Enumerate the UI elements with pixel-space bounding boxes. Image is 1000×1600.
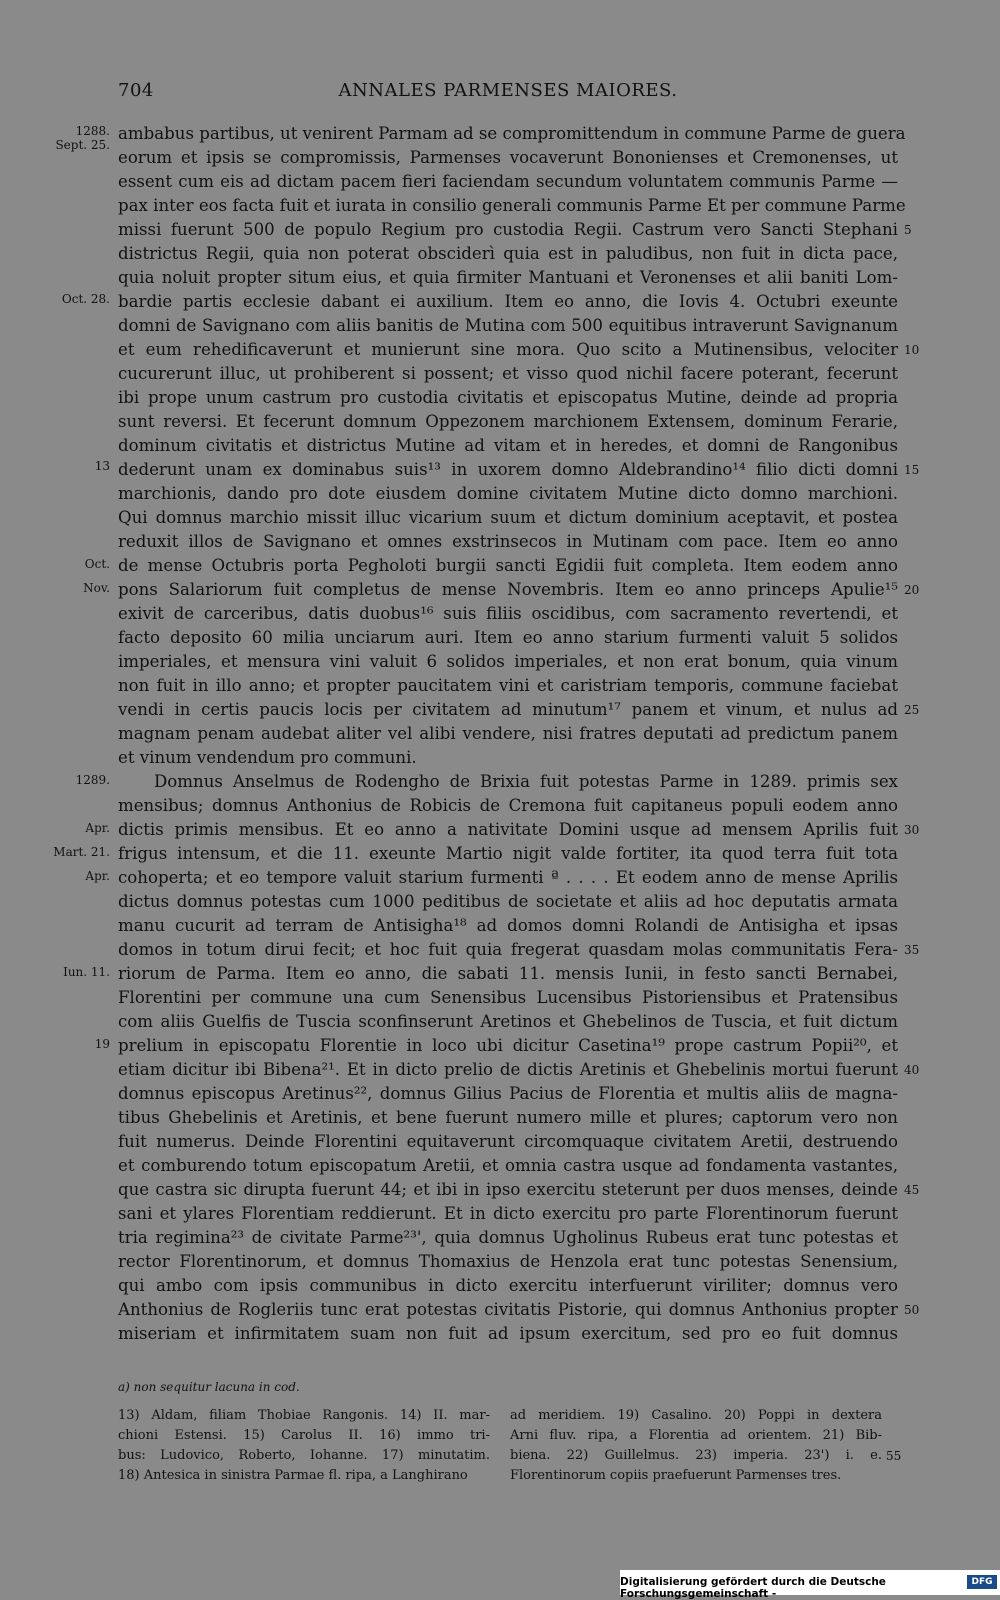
page-number: 704: [118, 80, 154, 101]
text-line: imperiales, et mensura vini valuit 6 solidos imperiales, et non erat bonum, quia vinum: [118, 652, 898, 671]
footnote-line: ad meridiem. 19) Casalino. 20) Poppi in dextera: [510, 1408, 882, 1423]
text-line: marchionis, dando pro dote eiusdem domine civitatem Mutine dicto domno marchioni.: [118, 484, 898, 503]
text-line: et comburendo totum episcopatum Aretii, et omnia castra usque ad fondamenta vastantes,: [118, 1156, 898, 1175]
text-line: prelium in episcopatu Florentie in loco ubi dicitur Casetina¹⁹ prope castrum Popii²⁰, et: [118, 1036, 898, 1055]
text-line: Domnus Anselmus de Rodengho de Brixia fuit potestas Parme in 1289. primis sex: [154, 772, 898, 791]
margin-date: Sept. 25.: [55, 138, 110, 152]
line-number: 10: [904, 343, 920, 357]
text-line: quia noluit propter situm eius, et quia firmiter Mantuani et Veronenses et alii baniti Lom-: [118, 268, 898, 287]
line-number: 25: [904, 703, 920, 717]
dfg-logo: DFG: [967, 1575, 997, 1589]
line-number: 40: [904, 1063, 920, 1077]
footnotes-left: [118, 1406, 490, 1486]
text-line: districtus Regii, quia non poterat obsciderì quia est in paludibus, non fuit in dicta pace,: [118, 244, 898, 263]
text-line: bardie partis ecclesie dabant ei auxilium. Item eo anno, die Iovis 4. Octubri exeunte: [118, 292, 898, 311]
footnote-line: biena. 22) Guillelmus. 23) imperia. 23') i. e.: [510, 1448, 882, 1463]
margin-date: Oct.: [84, 557, 110, 571]
line-number: 45: [904, 1183, 920, 1197]
text-line: reduxit illos de Savignano et omnes exstrinsecos in Mutinam com pace. Item eo anno: [118, 532, 898, 551]
text-line: domos in totum dirui fecit; et hoc fuit quia fregerat quasdam molas communitatis Fera-: [118, 940, 898, 959]
margin-date: Oct. 28.: [61, 292, 110, 306]
text-line: pons Salariorum fuit completus de mense Novembris. Item eo anno princeps Apulie¹⁵: [118, 580, 898, 599]
line-number: 20: [904, 583, 920, 597]
text-line: et vinum vendendum pro communi.: [118, 748, 417, 767]
margin-date: Apr.: [85, 869, 110, 883]
line-number: 50: [904, 1303, 920, 1317]
text-line: etiam dicitur ibi Bibena²¹. Et in dicto prelio de dictis Aretinis et Ghebelinis mortui fuerunt: [118, 1060, 898, 1079]
margin-date: Apr.: [85, 821, 110, 835]
footnotes-right: [510, 1406, 882, 1486]
footnote-line: 13) Aldam, filiam Thobiae Rangonis. 14) II. mar-: [118, 1408, 490, 1423]
margin-line-ref: 19: [94, 1037, 110, 1051]
text-line: non fuit in illo anno; et propter paucitatem vini et caristriam temporis, commune faciebat: [118, 676, 898, 695]
text-line: mensibus; domnus Anthonius de Robicis de Cremona fuit capitaneus populi eodem anno: [118, 796, 898, 815]
line-number: 5: [904, 223, 912, 237]
footer-credit: Digitalisierung gefördert durch die Deutsche Forschungsgemeinschaft -: [620, 1576, 886, 1600]
margin-year: 1289.: [75, 773, 110, 787]
text-line: domnus episcopus Aretinus²², domnus Gilius Pacius de Florentia et multis aliis de magna-: [118, 1084, 898, 1103]
text-line: miseriam et infirmitatem suam non fuit ad ipsum exercitum, sed pro eo fuit domnus: [118, 1324, 898, 1343]
text-line: dictis primis mensibus. Et eo anno a nativitate Domini usque ad mensem Aprilis fuit: [118, 820, 898, 839]
text-line: dederunt unam ex dominabus suis¹³ in uxorem domno Aldebrandino¹⁴ filio dicti domni: [118, 460, 898, 479]
text-line: pax inter eos facta fuit et iurata in consilio generali communis Parme Et per commune Parme: [118, 196, 906, 215]
line-number: 35: [904, 943, 920, 957]
text-line: sani et ylares Florentiam reddierunt. Et in dicto exercitu pro parte Florentinorum fuerunt: [118, 1204, 898, 1223]
text-line: frigus intensum, et die 11. exeunte Martio nigit valde fortiter, ita quod terra fuit tota: [118, 844, 898, 863]
text-line: essent cum eis ad dictam pacem fieri faciendam secundum voluntatem communis Parme —: [118, 172, 898, 191]
text-line: et eum rehedificaverunt et munierunt sine mora. Quo scito a Mutinensibus, velociter: [118, 340, 898, 359]
text-line: Anthonius de Rogleriis tunc erat potestas civitatis Pistorie, qui domnus Anthonius propter: [118, 1300, 898, 1319]
footnote-line: Arni fluv. ripa, a Florentia ad orientem. 21) Bib-: [510, 1428, 882, 1443]
text-line: exivit de carceribus, datis duobus¹⁶ suis filiis oscidibus, com sacramento revertendi, et: [118, 604, 898, 623]
margin-year: 1288.: [75, 124, 110, 138]
text-line: facto deposito 60 milia unciarum auri. Item eo anno starium furmenti valuit 5 solidos: [118, 628, 898, 647]
line-number: 55: [886, 1449, 902, 1463]
footnote-line: 18) Antesica in sinistra Parmae fl. ripa, a Langhirano: [118, 1468, 468, 1483]
line-number: 30: [904, 823, 920, 837]
digitization-footer: [620, 1570, 1000, 1600]
text-line: tibus Ghebelinis et Aretinis, et bene fuerunt numero mille et plures; captorum vero non: [118, 1108, 898, 1127]
text-line: eorum et ipsis se compromissis, Parmenses vocaverunt Bononienses et Cremonenses, ut: [118, 148, 898, 167]
margin-date: Nov.: [83, 581, 110, 595]
text-line: com aliis Guelfis de Tuscia sconfinserunt Aretinos et Ghebelinos de Tuscia, et fuit dictum: [118, 1012, 898, 1031]
critical-apparatus: a) non sequitur lacuna in cod.: [118, 1380, 300, 1394]
text-line: tria regimina²³ de civitate Parme²³', quia domnus Ugholinus Rubeus erat tunc potestas et: [118, 1228, 898, 1247]
page-header: [118, 76, 898, 106]
text-line: vendi in certis paucis locis per civitatem ad minutum¹⁷ panem et vinum, et nulus ad: [118, 700, 898, 719]
footnote-line: bus: Ludovico, Roberto, Iohanne. 17) minutatim.: [118, 1448, 490, 1463]
text-line: dominum civitatis et districtus Mutine ad vitam et in heredes, et domni de Rangonibus: [118, 436, 898, 455]
footnote-line: Florentinorum copiis praefuerunt Parmenses tres.: [510, 1468, 842, 1483]
text-line: domni de Savignano com aliis banitis de Mutina com 500 equitibus intraverunt Savignanum: [118, 316, 898, 335]
text-line: ambabus partibus, ut venirent Parmam ad se compromittendum in commune Parme de guera: [118, 124, 906, 143]
text-line: que castra sic dirupta fuerunt 44; et ibi in ipso exercitu steterunt per duos menses, deinde: [118, 1180, 898, 1199]
text-line: Florentini per commune una cum Senensibus Lucensibus Pistoriensibus et Pratensibus: [118, 988, 898, 1007]
margin-date: Iun. 11.: [63, 965, 110, 979]
text-line: rector Florentinorum, et domnus Thomaxius de Henzola erat tunc potestas Senensium,: [118, 1252, 898, 1271]
line-number: 15: [904, 463, 920, 477]
text-line: cucurerunt illuc, ut prohiberent si possent; et visso quod nichil facere poterant, fecerunt: [118, 364, 898, 383]
margin-date: Mart. 21.: [53, 845, 110, 859]
text-line: missi fuerunt 500 de populo Regium pro custodia Regii. Castrum vero Sancti Stephani: [118, 220, 898, 239]
text-line: magnam penam audebat aliter vel alibi vendere, nisi fratres deputati ad predictum panem: [118, 724, 898, 743]
text-line: de mense Octubris porta Pegholoti burgii sancti Egidii fuit completa. Item eodem anno: [118, 556, 898, 575]
text-line: dictus domnus potestas cum 1000 peditibus de societate et aliis ad hoc deputatis armata: [118, 892, 898, 911]
text-line: fuit numerus. Deinde Florentini equitaverunt circomquaque civitatem Aretii, destruendo: [118, 1132, 898, 1151]
text-line: sunt reversi. Et fecerunt domnum Oppezonem marchionem Extensem, dominum Ferarie,: [118, 412, 898, 431]
margin-line-ref: 13: [94, 459, 110, 473]
text-line: cohoperta; et eo tempore valuit starium furmenti ª . . . . Et eodem anno de mense Aprilis: [118, 868, 898, 887]
footnote-line: chioni Estensi. 15) Carolus II. 16) immo tri-: [118, 1428, 490, 1443]
text-line: ibi prope unum castrum pro custodia civitatis et episcopatus Mutine, deinde ad propria: [118, 388, 898, 407]
text-line: Qui domnus marchio missit illuc vicarium suum et dictum dominium aceptavit, et postea: [118, 508, 898, 527]
text-line: riorum de Parma. Item eo anno, die sabati 11. mensis Iunii, in festo sancti Bernabei,: [118, 964, 898, 983]
text-line: qui ambo com ipsis communibus in dicto exercitu interfuerunt viriliter; domnus vero: [118, 1276, 898, 1295]
running-title: ANNALES PARMENSES MAIORES.: [338, 80, 678, 101]
text-line: manu cucurit ad terram de Antisigha¹⁸ ad domos domni Rolandi de Antisigha et ipsas: [118, 916, 898, 935]
